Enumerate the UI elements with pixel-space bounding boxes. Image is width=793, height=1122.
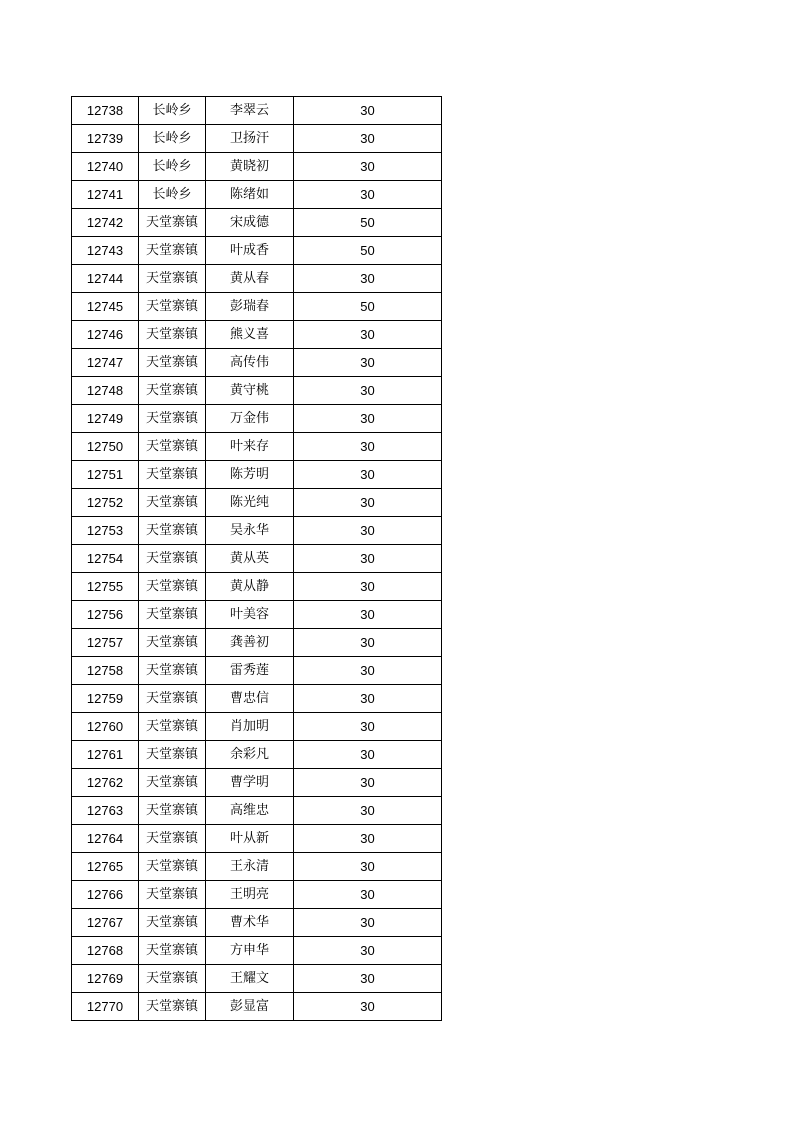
name-cell: 高维忠 bbox=[206, 797, 294, 825]
id-cell: 12758 bbox=[72, 657, 139, 685]
amount-cell: 30 bbox=[294, 153, 442, 181]
town-cell: 天堂寨镇 bbox=[139, 853, 206, 881]
amount-cell: 30 bbox=[294, 573, 442, 601]
id-cell: 12743 bbox=[72, 237, 139, 265]
town-cell: 天堂寨镇 bbox=[139, 209, 206, 237]
table-row bbox=[72, 713, 442, 741]
id-cell: 12756 bbox=[72, 601, 139, 629]
id-cell: 12759 bbox=[72, 685, 139, 713]
town-cell: 天堂寨镇 bbox=[139, 629, 206, 657]
id-cell: 12770 bbox=[72, 993, 139, 1021]
name-cell: 曹学明 bbox=[206, 769, 294, 797]
table-row bbox=[72, 321, 442, 349]
amount-cell: 30 bbox=[294, 825, 442, 853]
amount-cell: 30 bbox=[294, 769, 442, 797]
table-row bbox=[72, 965, 442, 993]
town-cell: 天堂寨镇 bbox=[139, 349, 206, 377]
table-row bbox=[72, 209, 442, 237]
id-cell: 12766 bbox=[72, 881, 139, 909]
table-row bbox=[72, 685, 442, 713]
town-cell: 天堂寨镇 bbox=[139, 405, 206, 433]
name-cell: 陈光纯 bbox=[206, 489, 294, 517]
name-cell: 李翠云 bbox=[206, 97, 294, 125]
amount-cell: 30 bbox=[294, 853, 442, 881]
table-row bbox=[72, 629, 442, 657]
name-cell: 王耀文 bbox=[206, 965, 294, 993]
amount-cell: 30 bbox=[294, 265, 442, 293]
id-cell: 12760 bbox=[72, 713, 139, 741]
id-cell: 12748 bbox=[72, 377, 139, 405]
town-cell: 天堂寨镇 bbox=[139, 601, 206, 629]
amount-cell: 30 bbox=[294, 433, 442, 461]
id-cell: 12746 bbox=[72, 321, 139, 349]
table-row bbox=[72, 237, 442, 265]
id-cell: 12750 bbox=[72, 433, 139, 461]
amount-cell: 30 bbox=[294, 993, 442, 1021]
table-row bbox=[72, 937, 442, 965]
amount-cell: 30 bbox=[294, 377, 442, 405]
id-cell: 12739 bbox=[72, 125, 139, 153]
amount-cell: 30 bbox=[294, 601, 442, 629]
table-row bbox=[72, 545, 442, 573]
table-body bbox=[72, 97, 442, 1021]
town-cell: 天堂寨镇 bbox=[139, 265, 206, 293]
town-cell: 天堂寨镇 bbox=[139, 377, 206, 405]
town-cell: 天堂寨镇 bbox=[139, 713, 206, 741]
id-cell: 12769 bbox=[72, 965, 139, 993]
town-cell: 天堂寨镇 bbox=[139, 937, 206, 965]
table-row bbox=[72, 769, 442, 797]
name-cell: 王明亮 bbox=[206, 881, 294, 909]
name-cell: 肖加明 bbox=[206, 713, 294, 741]
name-cell: 叶成香 bbox=[206, 237, 294, 265]
data-table bbox=[71, 96, 442, 1021]
table-row bbox=[72, 853, 442, 881]
table-row bbox=[72, 573, 442, 601]
id-cell: 12763 bbox=[72, 797, 139, 825]
town-cell: 长岭乡 bbox=[139, 181, 206, 209]
id-cell: 12740 bbox=[72, 153, 139, 181]
amount-cell: 30 bbox=[294, 657, 442, 685]
name-cell: 黄守桃 bbox=[206, 377, 294, 405]
amount-cell: 30 bbox=[294, 405, 442, 433]
table-row bbox=[72, 377, 442, 405]
table-row bbox=[72, 349, 442, 377]
table-row bbox=[72, 405, 442, 433]
amount-cell: 30 bbox=[294, 545, 442, 573]
town-cell: 天堂寨镇 bbox=[139, 657, 206, 685]
id-cell: 12767 bbox=[72, 909, 139, 937]
id-cell: 12753 bbox=[72, 517, 139, 545]
amount-cell: 30 bbox=[294, 713, 442, 741]
name-cell: 卫扬汗 bbox=[206, 125, 294, 153]
town-cell: 长岭乡 bbox=[139, 97, 206, 125]
town-cell: 天堂寨镇 bbox=[139, 797, 206, 825]
amount-cell: 30 bbox=[294, 181, 442, 209]
town-cell: 天堂寨镇 bbox=[139, 545, 206, 573]
id-cell: 12749 bbox=[72, 405, 139, 433]
id-cell: 12745 bbox=[72, 293, 139, 321]
name-cell: 黄从春 bbox=[206, 265, 294, 293]
id-cell: 12747 bbox=[72, 349, 139, 377]
town-cell: 天堂寨镇 bbox=[139, 825, 206, 853]
table-row bbox=[72, 881, 442, 909]
id-cell: 12761 bbox=[72, 741, 139, 769]
table-row bbox=[72, 293, 442, 321]
table-row bbox=[72, 741, 442, 769]
id-cell: 12751 bbox=[72, 461, 139, 489]
id-cell: 12752 bbox=[72, 489, 139, 517]
name-cell: 曹忠信 bbox=[206, 685, 294, 713]
id-cell: 12765 bbox=[72, 853, 139, 881]
table-row bbox=[72, 125, 442, 153]
town-cell: 天堂寨镇 bbox=[139, 573, 206, 601]
town-cell: 天堂寨镇 bbox=[139, 769, 206, 797]
town-cell: 天堂寨镇 bbox=[139, 685, 206, 713]
name-cell: 高传伟 bbox=[206, 349, 294, 377]
name-cell: 余彩凡 bbox=[206, 741, 294, 769]
town-cell: 天堂寨镇 bbox=[139, 741, 206, 769]
amount-cell: 30 bbox=[294, 125, 442, 153]
name-cell: 黄晓初 bbox=[206, 153, 294, 181]
amount-cell: 50 bbox=[294, 209, 442, 237]
table-row bbox=[72, 993, 442, 1021]
amount-cell: 30 bbox=[294, 741, 442, 769]
amount-cell: 50 bbox=[294, 237, 442, 265]
name-cell: 叶美容 bbox=[206, 601, 294, 629]
table-row bbox=[72, 461, 442, 489]
name-cell: 万金伟 bbox=[206, 405, 294, 433]
id-cell: 12768 bbox=[72, 937, 139, 965]
table-row bbox=[72, 97, 442, 125]
amount-cell: 30 bbox=[294, 461, 442, 489]
town-cell: 天堂寨镇 bbox=[139, 993, 206, 1021]
id-cell: 12738 bbox=[72, 97, 139, 125]
amount-cell: 30 bbox=[294, 685, 442, 713]
name-cell: 叶来存 bbox=[206, 433, 294, 461]
amount-cell: 30 bbox=[294, 349, 442, 377]
amount-cell: 30 bbox=[294, 97, 442, 125]
id-cell: 12742 bbox=[72, 209, 139, 237]
town-cell: 天堂寨镇 bbox=[139, 321, 206, 349]
table-row bbox=[72, 657, 442, 685]
table-row bbox=[72, 181, 442, 209]
town-cell: 天堂寨镇 bbox=[139, 965, 206, 993]
table-row bbox=[72, 909, 442, 937]
name-cell: 王永清 bbox=[206, 853, 294, 881]
town-cell: 天堂寨镇 bbox=[139, 461, 206, 489]
id-cell: 12762 bbox=[72, 769, 139, 797]
name-cell: 黄从静 bbox=[206, 573, 294, 601]
name-cell: 吴永华 bbox=[206, 517, 294, 545]
table-row bbox=[72, 601, 442, 629]
amount-cell: 30 bbox=[294, 965, 442, 993]
table-row bbox=[72, 153, 442, 181]
id-cell: 12754 bbox=[72, 545, 139, 573]
name-cell: 雷秀莲 bbox=[206, 657, 294, 685]
name-cell: 陈绪如 bbox=[206, 181, 294, 209]
name-cell: 叶从新 bbox=[206, 825, 294, 853]
name-cell: 彭瑞春 bbox=[206, 293, 294, 321]
name-cell: 陈芳明 bbox=[206, 461, 294, 489]
id-cell: 12741 bbox=[72, 181, 139, 209]
town-cell: 长岭乡 bbox=[139, 153, 206, 181]
table-row bbox=[72, 265, 442, 293]
amount-cell: 30 bbox=[294, 517, 442, 545]
amount-cell: 50 bbox=[294, 293, 442, 321]
amount-cell: 30 bbox=[294, 797, 442, 825]
name-cell: 宋成德 bbox=[206, 209, 294, 237]
id-cell: 12757 bbox=[72, 629, 139, 657]
name-cell: 曹术华 bbox=[206, 909, 294, 937]
name-cell: 彭显富 bbox=[206, 993, 294, 1021]
amount-cell: 30 bbox=[294, 629, 442, 657]
town-cell: 天堂寨镇 bbox=[139, 293, 206, 321]
town-cell: 天堂寨镇 bbox=[139, 909, 206, 937]
town-cell: 天堂寨镇 bbox=[139, 881, 206, 909]
town-cell: 天堂寨镇 bbox=[139, 489, 206, 517]
table-row bbox=[72, 517, 442, 545]
table-row bbox=[72, 489, 442, 517]
id-cell: 12764 bbox=[72, 825, 139, 853]
town-cell: 天堂寨镇 bbox=[139, 517, 206, 545]
amount-cell: 30 bbox=[294, 489, 442, 517]
table-row bbox=[72, 825, 442, 853]
town-cell: 长岭乡 bbox=[139, 125, 206, 153]
town-cell: 天堂寨镇 bbox=[139, 237, 206, 265]
town-cell: 天堂寨镇 bbox=[139, 433, 206, 461]
amount-cell: 30 bbox=[294, 881, 442, 909]
name-cell: 黄从英 bbox=[206, 545, 294, 573]
id-cell: 12755 bbox=[72, 573, 139, 601]
table-row bbox=[72, 433, 442, 461]
amount-cell: 30 bbox=[294, 909, 442, 937]
amount-cell: 30 bbox=[294, 937, 442, 965]
name-cell: 龚善初 bbox=[206, 629, 294, 657]
id-cell: 12744 bbox=[72, 265, 139, 293]
name-cell: 熊义喜 bbox=[206, 321, 294, 349]
name-cell: 方申华 bbox=[206, 937, 294, 965]
table-row bbox=[72, 797, 442, 825]
amount-cell: 30 bbox=[294, 321, 442, 349]
